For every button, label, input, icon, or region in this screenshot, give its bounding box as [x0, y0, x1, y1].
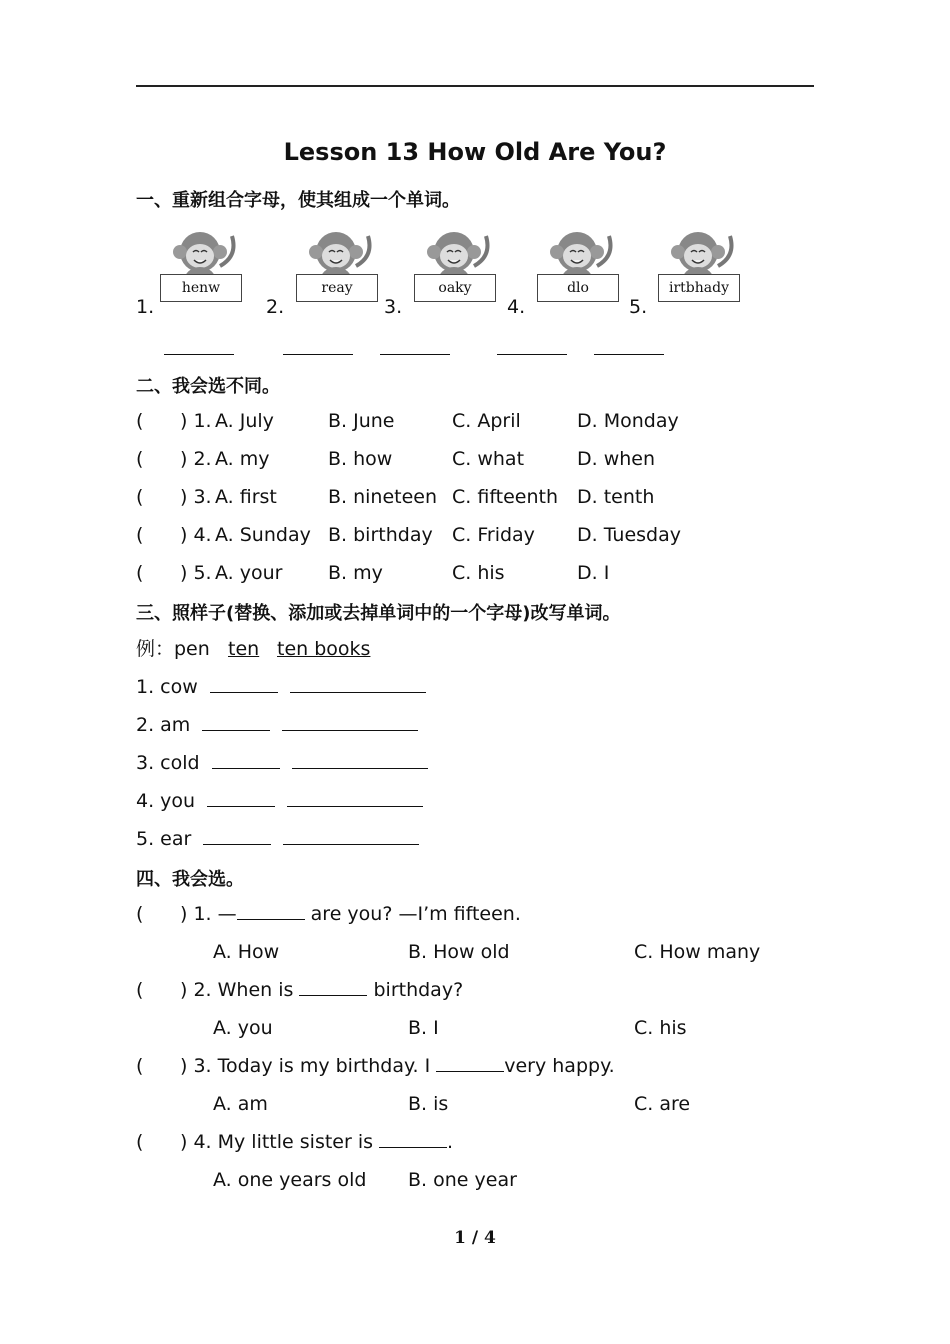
rewrite-word: 1. cow	[136, 676, 198, 698]
example-word: ten	[228, 638, 260, 660]
question-number: ) 2.	[180, 448, 212, 470]
rewrite-row	[136, 710, 418, 740]
answer-paren[interactable]: (	[136, 486, 144, 508]
word-card: dlo	[537, 274, 619, 302]
rewrite-word: 3. cold	[136, 752, 200, 774]
answer-blank[interactable]	[379, 1129, 447, 1148]
answer-blank[interactable]	[203, 826, 271, 845]
option-b: B. How old	[408, 941, 510, 963]
rewrite-word: 2. am	[136, 714, 191, 736]
question-text: are you? —I’m fifteen.	[304, 903, 521, 925]
option-c: C. fifteenth	[452, 486, 559, 508]
option-d: D. when	[577, 448, 656, 470]
monkey-illustration	[294, 226, 378, 310]
answer-blank[interactable]	[292, 750, 428, 769]
question-text: ) 1. —	[180, 903, 237, 925]
answer-blank[interactable]	[299, 977, 367, 996]
monkey-illustration	[535, 226, 619, 310]
rewrite-word: 4. you	[136, 790, 196, 812]
example-phrase: ten books	[277, 638, 371, 660]
question-number: ) 4.	[180, 524, 212, 546]
answer-paren[interactable]: (	[136, 410, 144, 432]
page-number: 1 / 4	[454, 1228, 496, 1248]
answer-line[interactable]	[283, 354, 353, 355]
answer-paren[interactable]: (	[136, 903, 144, 925]
option-c: C. April	[452, 410, 521, 432]
item-number: 2.	[266, 296, 285, 318]
page-title: Lesson 13 How Old Are You?	[283, 138, 667, 166]
answer-blank[interactable]	[287, 788, 423, 807]
option-b: B. is	[408, 1093, 449, 1115]
option-d: D. I	[577, 562, 610, 584]
option-d: D. tenth	[577, 486, 655, 508]
answer-blank[interactable]	[202, 712, 270, 731]
question-text: .	[447, 1131, 454, 1153]
word-card: irtbhady	[658, 274, 740, 302]
monkey-illustration	[158, 226, 242, 310]
rewrite-row	[136, 748, 428, 778]
option-b: B. June	[328, 410, 395, 432]
option-a: A. am	[213, 1093, 268, 1115]
option-a: A. one years old	[213, 1169, 367, 1191]
answer-blank[interactable]	[237, 901, 305, 920]
question-text: ) 2. When is	[180, 979, 300, 1001]
option-d: D. Monday	[577, 410, 679, 432]
rewrite-row	[136, 672, 426, 702]
example-label: 例：pen	[136, 638, 210, 660]
rewrite-row	[136, 786, 423, 816]
rewrite-word: 5. ear	[136, 828, 192, 850]
option-b: B. my	[328, 562, 383, 584]
option-b: B. how	[328, 448, 393, 470]
answer-paren[interactable]: (	[136, 524, 144, 546]
answer-line[interactable]	[594, 354, 664, 355]
item-number: 4.	[507, 296, 526, 318]
question-text: ) 3. Today is my birthday. I	[180, 1055, 437, 1077]
option-a: A. July	[215, 410, 274, 432]
answer-blank[interactable]	[282, 712, 418, 731]
answer-paren[interactable]: (	[136, 979, 144, 1001]
header-rule	[136, 85, 814, 87]
question-text: ) 4. My little sister is	[180, 1131, 380, 1153]
answer-paren[interactable]: (	[136, 448, 144, 470]
answer-blank[interactable]	[207, 788, 275, 807]
option-a: A. you	[213, 1017, 273, 1039]
option-b: B. nineteen	[328, 486, 438, 508]
section2-heading: 二、我会选不同。	[136, 376, 280, 397]
answer-blank[interactable]	[290, 674, 426, 693]
option-a: A. my	[215, 448, 270, 470]
option-a: A. your	[215, 562, 283, 584]
question-number: ) 5.	[180, 562, 212, 584]
answer-paren[interactable]: (	[136, 1055, 144, 1077]
option-a: A. Sunday	[215, 524, 311, 546]
answer-line[interactable]	[164, 354, 234, 355]
option-c: C. are	[634, 1093, 691, 1115]
option-b: B. birthday	[328, 524, 433, 546]
section1-heading: 一、重新组合字母，使其组成一个单词。	[136, 190, 460, 211]
answer-blank[interactable]	[283, 826, 419, 845]
word-card: oaky	[414, 274, 496, 302]
option-c: C. his	[634, 1017, 687, 1039]
rewrite-row	[136, 824, 419, 854]
option-a: A. How	[213, 941, 280, 963]
word-card: reay	[296, 274, 378, 302]
option-d: D. Tuesday	[577, 524, 682, 546]
answer-blank[interactable]	[212, 750, 280, 769]
question-text: very happy.	[504, 1055, 615, 1077]
question-text: birthday?	[367, 979, 464, 1001]
answer-paren[interactable]: (	[136, 1131, 144, 1153]
answer-blank[interactable]	[436, 1053, 504, 1072]
option-a: A. first	[215, 486, 277, 508]
answer-blank[interactable]	[210, 674, 278, 693]
item-number: 5.	[629, 296, 648, 318]
word-card: henw	[160, 274, 242, 302]
option-c: C. How many	[634, 941, 761, 963]
question-number: ) 1.	[180, 410, 212, 432]
monkey-illustration	[412, 226, 496, 310]
answer-line[interactable]	[497, 354, 567, 355]
question-number: ) 3.	[180, 486, 212, 508]
section4-heading: 四、我会选。	[136, 869, 244, 890]
option-c: C. his	[452, 562, 505, 584]
item-number: 3.	[384, 296, 403, 318]
section3-heading: 三、照样子(替换、添加或去掉单词中的一个字母)改写单词。	[136, 603, 621, 624]
answer-line[interactable]	[380, 354, 450, 355]
option-b: B. one year	[408, 1169, 517, 1191]
option-c: C. Friday	[452, 524, 535, 546]
monkey-illustration	[656, 226, 740, 310]
item-number: 1.	[136, 296, 155, 318]
option-c: C. what	[452, 448, 525, 470]
option-b: B. I	[408, 1017, 439, 1039]
answer-paren[interactable]: (	[136, 562, 144, 584]
